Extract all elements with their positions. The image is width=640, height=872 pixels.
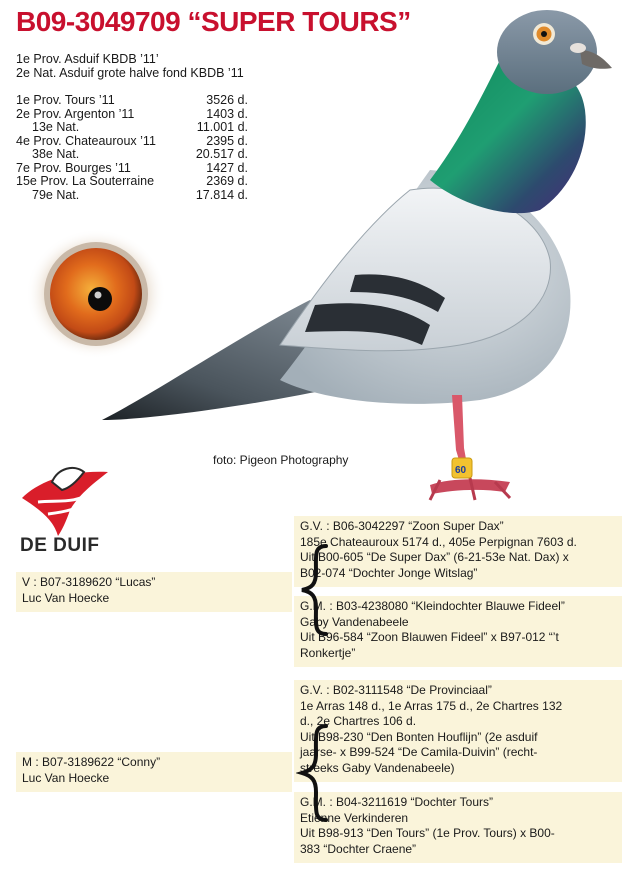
pedigree-line: Luc Van Hoecke xyxy=(22,770,110,785)
ring-label: 60 xyxy=(455,465,467,476)
pedigree-line: Etienne Verkinderen xyxy=(300,810,409,825)
pigeon-photo xyxy=(100,0,620,510)
result-label: 79e Nat. xyxy=(32,187,80,202)
pedigree-line: 185e Chateauroux 5174 d., 405e Perpignan 7603 d. xyxy=(300,534,577,549)
photo-credit: foto: Pigeon Photography xyxy=(213,453,349,467)
honor-line-2: 2e Nat. Asduif grote halve fond KBDB ’11 xyxy=(16,66,244,80)
pedigree-line: G.V. : B02-3111548 “De Provinciaal” xyxy=(300,683,492,697)
pedigree-sire-father xyxy=(294,516,622,587)
pedigree-line: Luc Van Hoecke xyxy=(22,590,110,605)
result-birds: 1403 d. xyxy=(206,106,248,121)
pedigree-line: 1e Arras 148 d., 1e Arras 175 d., 2e Chartres 132 xyxy=(300,698,563,713)
pedigree-line: jaarse- x B99-524 “De Camila-Duivin” (recht- xyxy=(300,745,538,759)
pedigree-dam-father xyxy=(294,680,622,782)
pedigree-line: 383 “Dochter Craene” xyxy=(300,841,417,856)
pedigree-line: M : B07-3189622 “Conny” xyxy=(22,755,161,769)
result-birds: 20.517 d. xyxy=(195,147,248,161)
result-birds: 17.814 d. xyxy=(195,187,248,202)
result-label: 1e Prov. Tours ’11 xyxy=(16,93,115,107)
pedigree-line: G.M. : B04-3211619 “Dochter Tours” xyxy=(300,795,493,809)
pedigree-dam-mother xyxy=(294,792,622,863)
pedigree-line: Uit B98-230 “Den Bonten Houflijn” (2e asduif xyxy=(300,729,538,744)
pedigree-line: Uit B00-605 “De Super Dax” (6-21-53e Nat. Dax) x xyxy=(300,550,569,564)
pedigree-line: Gaby Vandenabeele xyxy=(300,614,409,629)
pedigree-brace-dam xyxy=(296,722,336,824)
pedigree-line: Uit B96-584 “Zoon Blauwen Fideel” x B97-012 “’t xyxy=(300,630,559,644)
pedigree-line: G.V. : B06-3042297 “Zoon Super Dax” xyxy=(300,519,504,533)
pedigree-brace-sire xyxy=(296,542,336,638)
result-birds: 3526 d. xyxy=(206,93,248,107)
pedigree-dam xyxy=(16,752,292,792)
result-birds: 11.001 d. xyxy=(196,120,248,134)
honor-line-1: 1e Prov. Asduif KBDB ’11’ xyxy=(16,52,159,66)
eye-closeup xyxy=(26,229,166,359)
result-birds: 2395 d. xyxy=(206,133,248,148)
result-label: 4e Prov. Chateauroux ’11 xyxy=(16,133,156,148)
pedigree-line: G.M. : B03-4238080 “Kleindochter Blauwe Fideel” xyxy=(300,599,565,613)
pedigree-sire-mother xyxy=(294,596,622,667)
de-duif-logo xyxy=(18,462,118,538)
pedigree-line: streeks Gaby Vandenabeele) xyxy=(300,760,455,775)
pedigree-line: Ronkertje” xyxy=(300,645,356,660)
result-label: 15e Prov. La Souterraine xyxy=(16,174,155,188)
result-label: 2e Prov. Argenton ’11 xyxy=(16,106,135,121)
pedigree-line: V : B07-3189620 “Lucas” xyxy=(22,575,156,589)
result-label: 7e Prov. Bourges ’11 xyxy=(16,160,131,175)
pedigree-line: B02-074 “Dochter Jonge Witslag” xyxy=(300,565,478,580)
pedigree-line: Uit B98-913 “Den Tours” (1e Prov. Tours) x B00- xyxy=(300,826,555,840)
logo-text: DE DUIF xyxy=(20,535,100,556)
result-label: 13e Nat. xyxy=(32,120,80,134)
result-label: 38e Nat. xyxy=(32,147,80,161)
pigeon-title: B09-3049709 “SUPER TOURS” xyxy=(16,6,411,37)
pedigree-sire xyxy=(16,572,292,612)
result-birds: 1427 d. xyxy=(206,160,248,175)
result-birds: 2369 d. xyxy=(206,174,248,188)
pedigree-line: d., 2e Chartres 106 d. xyxy=(300,714,417,728)
